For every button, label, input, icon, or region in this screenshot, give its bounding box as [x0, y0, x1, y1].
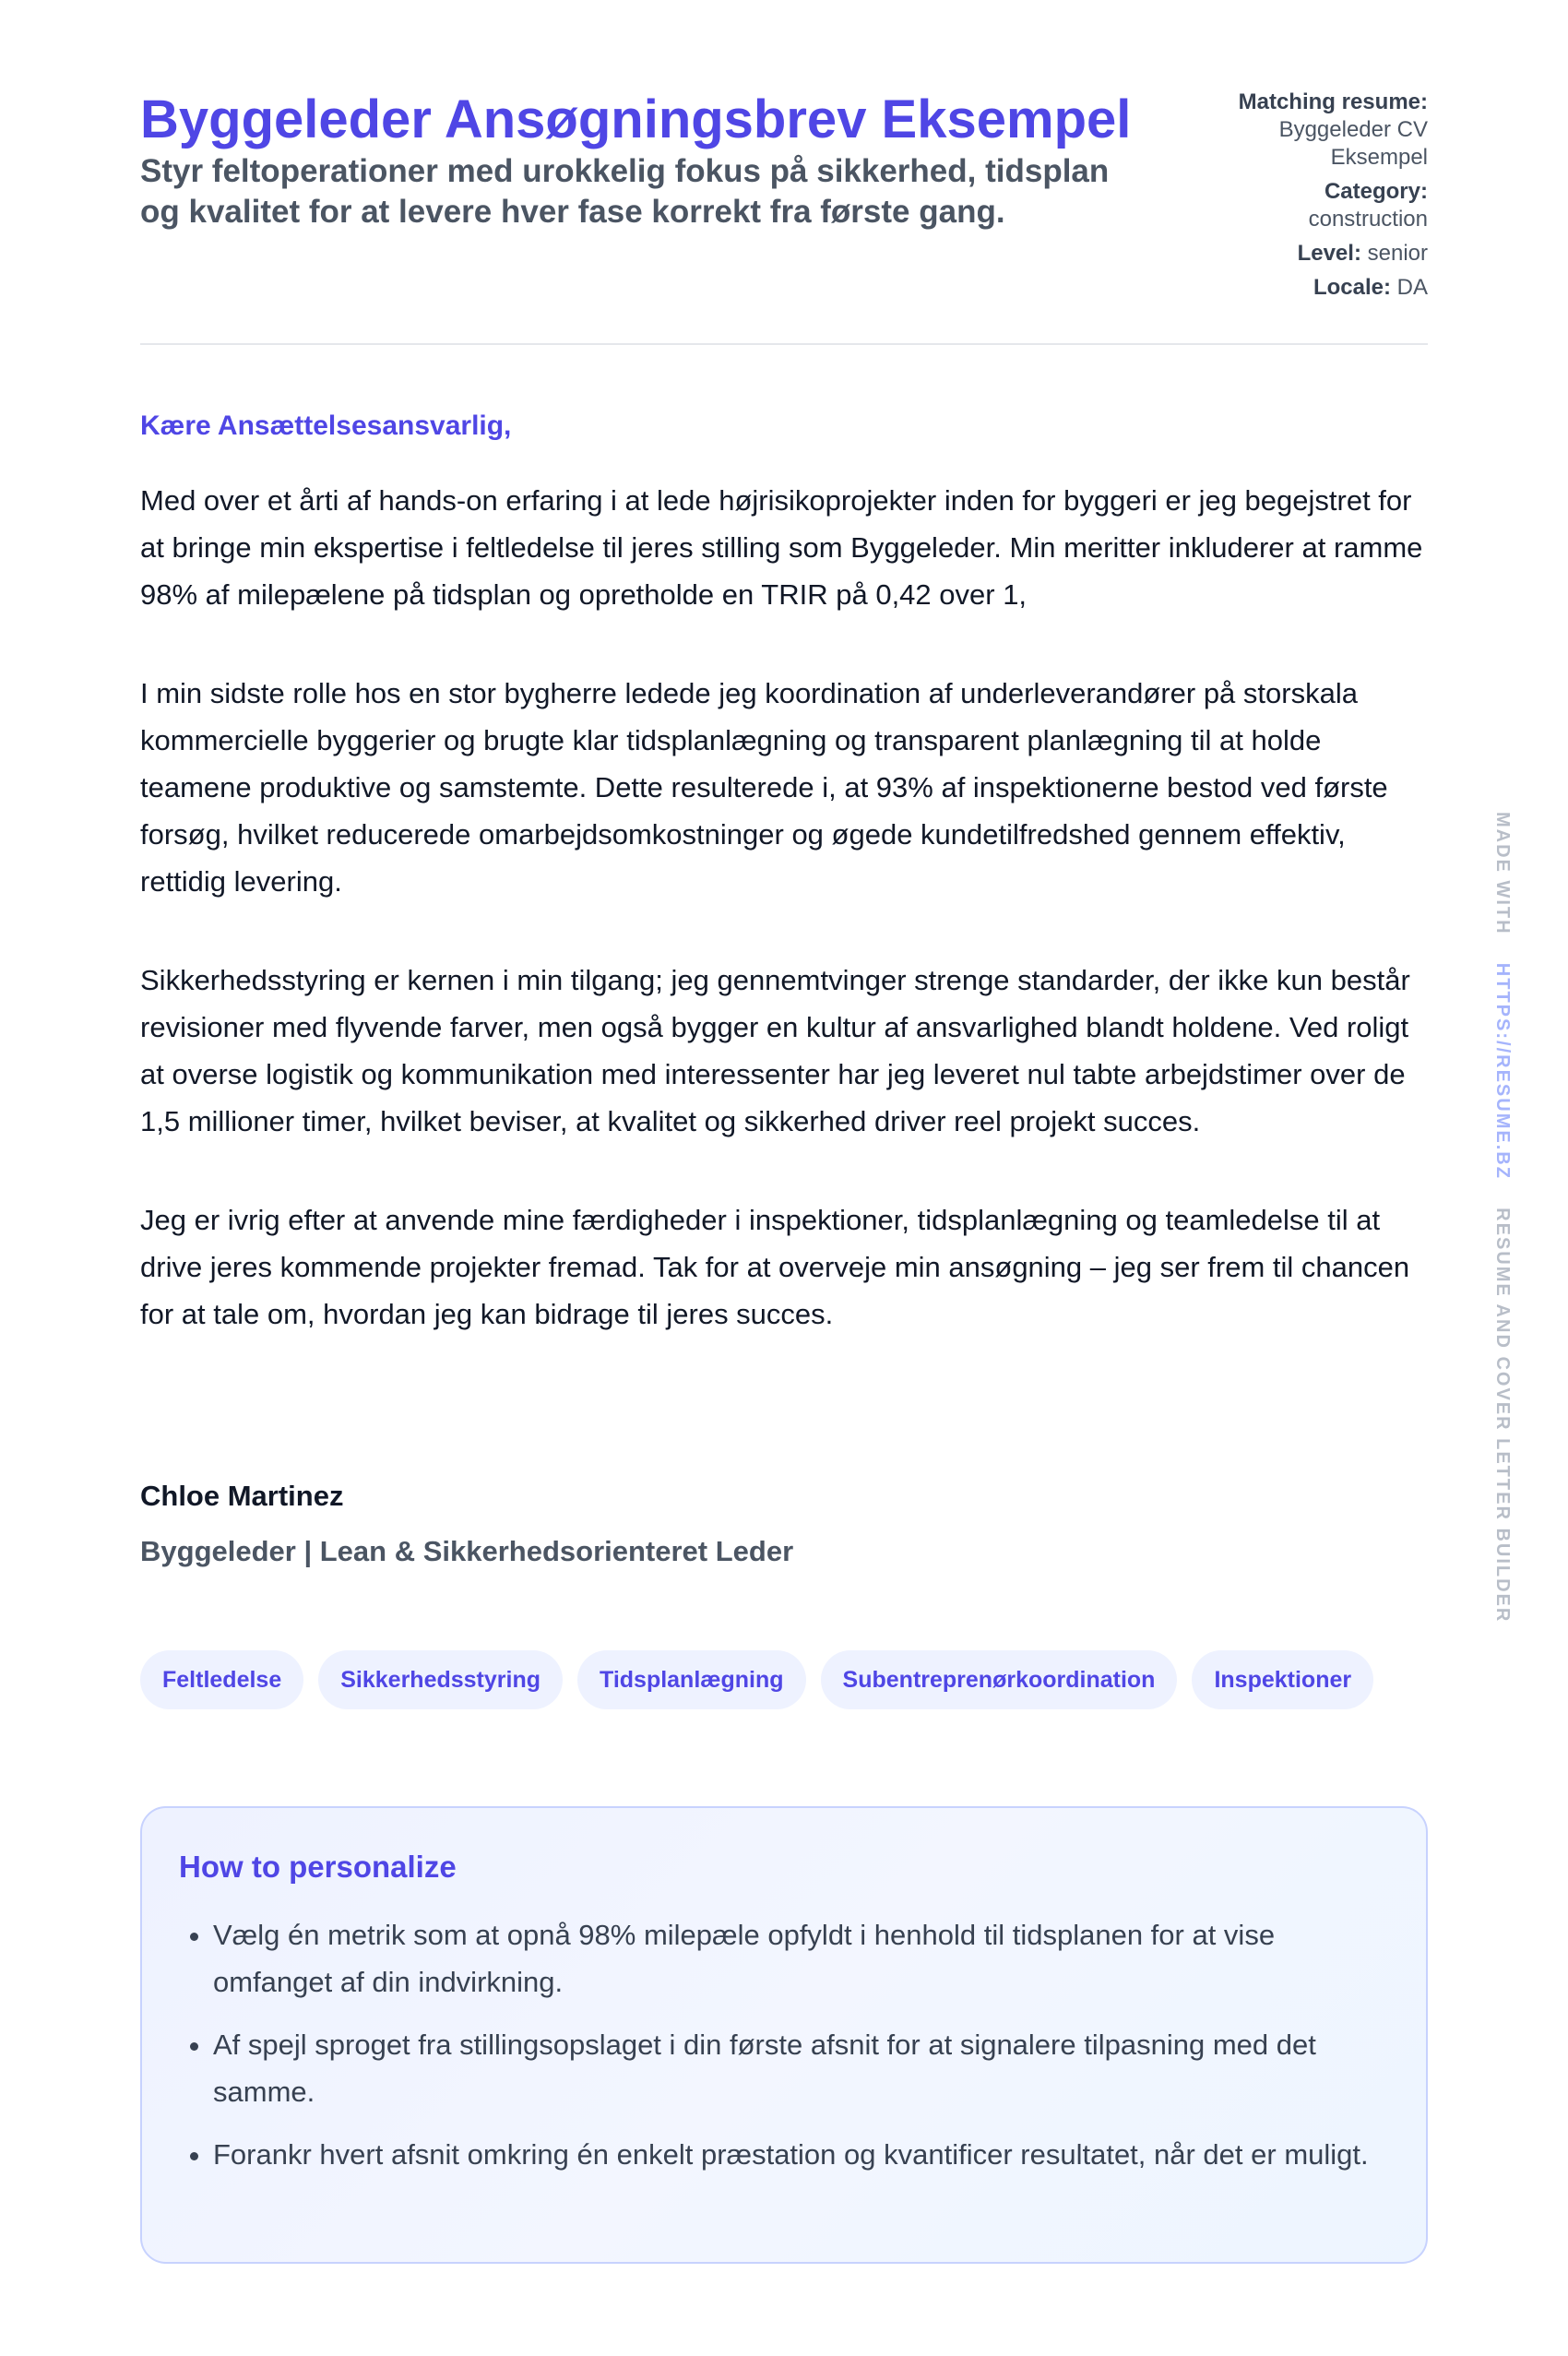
skill-tag-subentreprenoerkoordination[interactable]: Subentreprenørkoordination	[821, 1650, 1178, 1709]
skill-tag-inspektioner[interactable]: Inspektioner	[1192, 1650, 1373, 1709]
locale-label: Locale:	[1313, 275, 1391, 300]
resume-bz-link[interactable]: HTTPS://RESUME.BZ	[1492, 962, 1513, 1180]
personalize-title: How to personalize	[179, 1850, 457, 1884]
category-value: construction	[1308, 207, 1428, 232]
watermark-suffix: RESUME AND COVER LETTER BUILDER	[1492, 1208, 1513, 1624]
signature-title: Byggeleder | Lean & Sikkerhedsorienteret Leder	[140, 1535, 794, 1567]
cover-letter-page	[140, 0, 1428, 2171]
locale-meta	[1188, 274, 1428, 302]
page-subtitle: Styr feltoperationer med urokkelig fokus på sikkerhed, tidsplan og kvalitet for at levere hver fase korrekt fra første gang.	[140, 153, 1110, 230]
signature	[140, 1479, 793, 1569]
letter-paragraph: Jeg er ivrig efter at anvende mine færdigheder i inspektioner, tidsplanlægning og teamledelse til at drive jeres kommende projekter fremad. Tak for at overveje min ansøgning – jeg ser frem til chancen for at tale om, hvordan jeg kan bidrage til jeres succes.	[140, 1204, 1410, 1330]
skill-tag-feltledelse[interactable]: Feltledelse	[140, 1650, 303, 1709]
skill-tag-tidsplanlaegning[interactable]: Tidsplanlægning	[577, 1650, 806, 1709]
personalize-tip: • Af spejl sproget fra stillingsopslaget i din første afsnit for at signalere tilpasning med det samme.	[213, 2021, 1389, 2115]
skill-tag-sikkerhedsstyring[interactable]: Sikkerhedsstyring	[318, 1650, 563, 1709]
category-meta	[1188, 178, 1428, 233]
watermark-text	[1490, 812, 1515, 1623]
page-title: Byggeleder Ansøgningsbrev Eksempel	[140, 89, 1132, 149]
salutation: Kære Ansættelsesansvarlig,	[140, 411, 512, 441]
page-header	[140, 0, 1428, 345]
level-meta	[1188, 240, 1428, 268]
level-label: Level:	[1297, 241, 1361, 266]
matching-resume-label: Matching resume:	[1238, 89, 1428, 114]
signature-name: Chloe Martinez	[140, 1480, 344, 1512]
personalize-tip: • Vælg én metrik som at opnå 98% milepæle opfyldt i henhold til tidsplanen for at vise omfanget af din indvirkning.	[213, 1911, 1389, 2005]
personalize-tips	[179, 1911, 1389, 2178]
watermark-prefix: MADE WITH	[1492, 812, 1513, 935]
resume-meta	[1188, 89, 1428, 308]
letter-paragraph: Sikkerhedsstyring er kernen i min tilgang; jeg gennemtvinger strenge standarder, der ikke kun består revisioner med flyvende farver, men også bygger en kultur af ansvarlighed blandt holdene. Ved roligt at overse logistik og kommunikation med interessenter har jeg leveret nul tabte arbejdstimer over de 1,5 millioner timer, hvilket beviser, at kvalitet og sikkerhed driver reel projekt succes.	[140, 964, 1410, 1137]
skill-tags	[140, 1650, 1373, 1709]
locale-value: DA	[1396, 275, 1428, 300]
letter-paragraph: I min sidste rolle hos en stor bygherre ledede jeg koordination af underleverandører på storskala kommercielle byggerier og brugte klar tidsplanlægning og transparent planlægning til at holde teamene produktive og samstemte. Dette resulterede i, at 93% af inspektionerne bestod ved første forsøg, hvilket reducerede omarbejdsomkostninger og øgede kundetilfredshed gennem effektiv, rettidig levering.	[140, 677, 1388, 898]
category-label: Category:	[1324, 179, 1428, 204]
matching-resume-value[interactable]: Byggeleder CV Eksempel	[1278, 117, 1428, 170]
matching-resume-meta	[1188, 89, 1428, 172]
personalize-tip: • Forankr hvert afsnit omkring én enkelt præstation og kvantificer resultatet, når det er muligt.	[213, 2131, 1389, 2178]
made-with-watermark	[1490, 812, 1515, 1624]
letter-paragraph: Med over et årti af hands-on erfaring i at lede højrisikoprojekter inden for byggeri er jeg begejstret for at bringe min ekspertise i feltledelse til jeres stilling som Byggeleder. Min meritter inkluderer at ramme 98% af milepælene på tidsplan og opretholde en TRIR på 0,42 over 1,	[140, 484, 1423, 611]
letter-body	[140, 477, 1428, 1389]
personalize-panel	[140, 1806, 1428, 2264]
level-value: senior	[1367, 241, 1428, 266]
